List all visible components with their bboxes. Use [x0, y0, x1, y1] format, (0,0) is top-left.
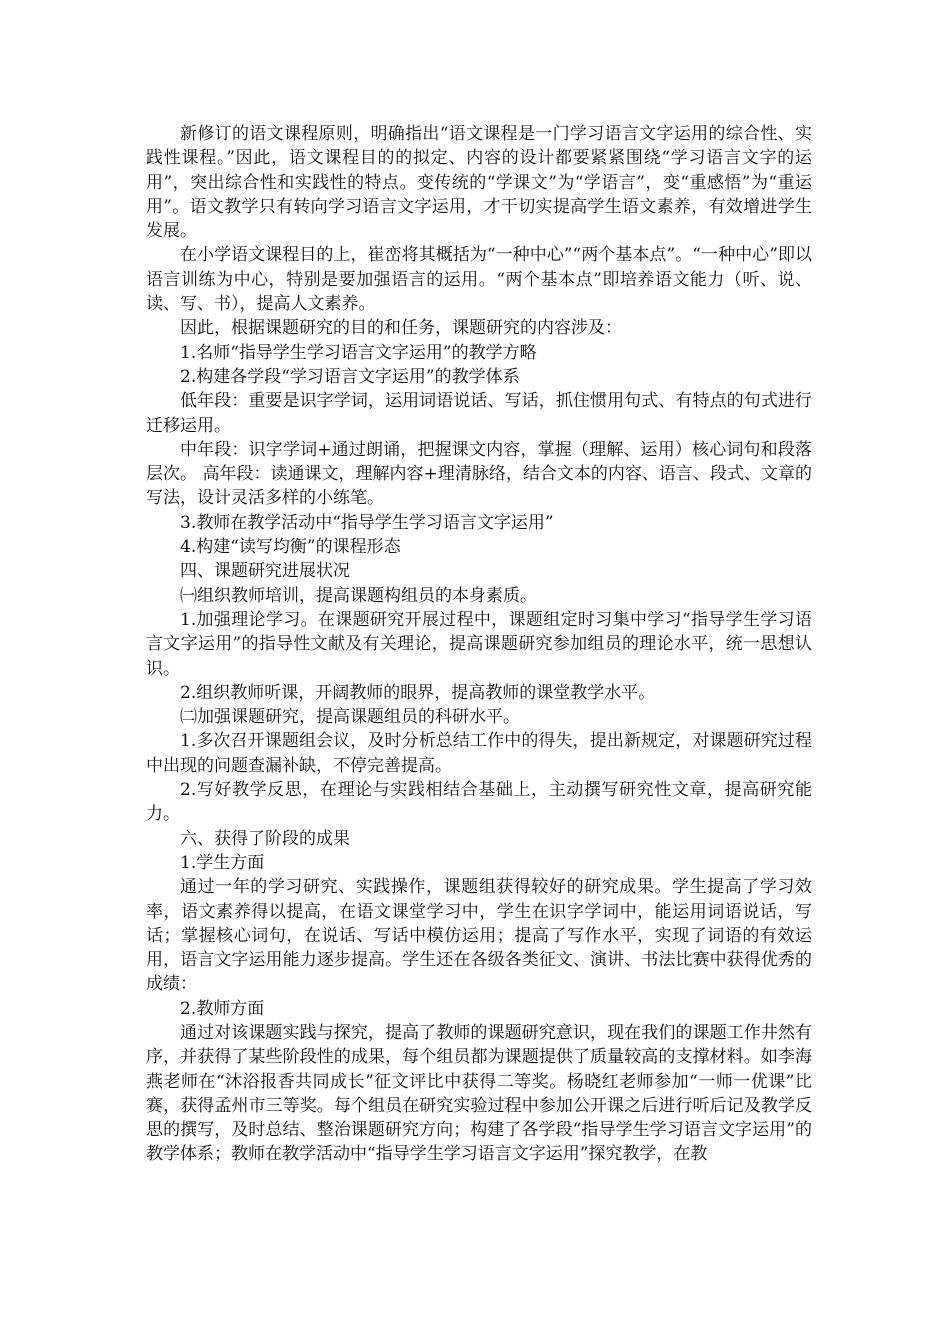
subsection-heading-teachers: 2.教师方面: [180, 998, 265, 1019]
list-item-research-2: 2.写好教学反思，在理论与实践相结合基础上，主动撰写研究性文章，提高研究能力。: [146, 780, 812, 825]
paragraph-curriculum-principle: 新修订的语文课程原则，明确指出“语文课程是一门学习语言文字运用的综合性、实践性课程。”因此，语文课程目的的拟定、内容的设计都要紧紧围绕“学习语言文字的运用”，突出综合性和实践性的特点。变传统的“学课文”为“学语言”，变“重感悟”为“重运用”。语文教学只有转向学习语言文字运用，才干切实提高学生语文素养，有效增进学生发展。: [146, 124, 812, 242]
list-item-training-2: 2.组织教师听课，开阔教师的眼界，提高教师的课堂教学水平。: [180, 682, 656, 703]
subsection-heading-training: ㈠组织教师培训，提高课题构组员的本身素质。: [180, 585, 537, 606]
list-item-content-1: 1.名师“指导学生学习语言文字运用”的教学方略: [180, 342, 537, 363]
paragraph-lower-grades: 低年段：重要是识字学词，运用词语说话、写话，抓住惯用句式、有特点的句式进行迁移运用。: [146, 391, 812, 436]
subsection-heading-students: 1.学生方面: [180, 852, 265, 873]
paragraph-student-results: 通过一年的学习研究、实践操作，课题组获得较好的研究成果。学生提高了学习效率，语文素养得以提高，在语文课堂学习中，学生在识字学词中，能运用词语说话，写话；掌握核心词句，在说话、写话中模仿运用；提高了写作水平，实现了词语的有效运用，语言文字运用能力逐步提高。学生还在各级各类征文、演讲、书法比赛中获得优秀的成绩：: [146, 877, 812, 995]
section-heading-results: 六、获得了阶段的成果: [180, 828, 350, 849]
subsection-heading-research: ㈡加强课题研究，提高课题组员的科研水平。: [180, 707, 520, 728]
list-item-content-3: 3.教师在教学活动中“指导学生学习语言文字运用”: [180, 512, 554, 533]
list-item-content-2: 2.构建各学段“学习语言文字运用”的教学体系: [180, 366, 520, 387]
paragraph-teacher-results: 通过对该课题实践与探究，提高了教师的课题研究意识，现在我们的课题工作井然有序，并获得了某些阶段性的成果，每个组员都为课题提供了质量较高的支撑材料。如李海燕老师在“沐浴报香共同成长”征文评比中获得二等奖。杨晓红老师参加“一师一优课”比赛，获得孟州市三等奖。每个组员在研究实验过程中参加公开课之后进行听后记及教学反思的撰写，及时总结、整治课题研究方向；构建了各学段“指导学生学习语言文字运用”的教学体系；教师在教学活动中“指导学生学习语言文字运用”探究教学，在教: [146, 1022, 812, 1165]
paragraph-middle-upper-grades: 中年段：识字学词+通过朗诵，把握课文内容，掌握（理解、运用）核心词句和段落层次。 高年段：读通课文，理解内容+理清脉络，结合文本的内容、语言、段式、文章的写法，设计灵活多样的小练笔。: [146, 439, 812, 509]
list-item-training-1: 1.加强理论学习。在课题研究开展过程中，课题组定时习集中学习“指导学生学习语言文字运用”的指导性文献及有关理论，提高课题研究参加组员的理论水平，统一思想认识。: [146, 609, 812, 679]
list-item-content-4: 4.构建“读写均衡”的课程形态: [180, 537, 401, 558]
paragraph-curriculum-goal: 在小学语文课程目的上，崔峦将其概括为“一种中心”“两个基本点”。“一种中心”即以语言训练为中心，特别是要加强语言的运用。“两个基本点”即培养语文能力（听、说、读、写、书），提高人文素养。: [146, 245, 812, 315]
document-body: [146, 122, 812, 1167]
list-item-research-1: 1.多次召开课题组会议，及时分析总结工作中的得失，提出新规定，对课题研究过程中出现的问题查漏补缺，不停完善提高。: [146, 731, 812, 776]
paragraph-research-content-intro: 因此，根据课题研究的目的和任务，课题研究的内容涉及：: [180, 318, 622, 339]
section-heading-progress: 四、课题研究进展状况: [180, 561, 350, 582]
